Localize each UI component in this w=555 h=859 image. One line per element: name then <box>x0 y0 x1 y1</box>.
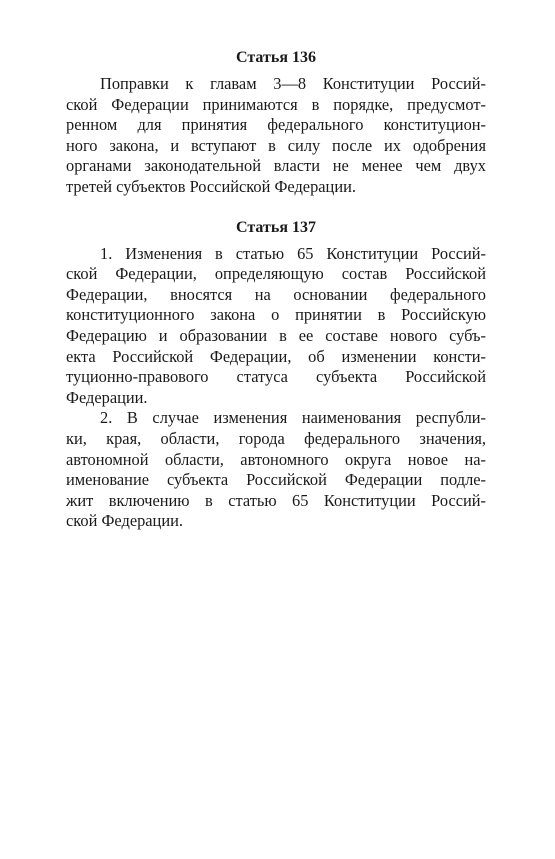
text-line: 2. В случае изменения наименования республи- <box>100 408 486 428</box>
text-line: автономной области, автономного округа новое на- <box>66 449 486 469</box>
article-paragraph <box>66 244 486 409</box>
text-line: третей субъектов Российской Федерации. <box>66 176 356 196</box>
article-137 <box>66 218 486 532</box>
article-136 <box>66 48 486 198</box>
text-line: ской Федерации, определяющую состав Российской <box>66 264 486 284</box>
text-line: Поправки к главам 3—8 Конституции Россий- <box>100 74 486 93</box>
text-line: ской Федерации. <box>66 511 183 531</box>
text-line: туционно-правового статуса субъекта Российской <box>66 367 486 387</box>
text-line: екта Российской Федерации, об изменении консти- <box>66 346 486 366</box>
text-line: ренном для принятия федерального конституцион- <box>66 115 486 135</box>
text-line: ного закона, и вступают в силу после их одобрения <box>66 135 486 155</box>
document-page <box>66 48 486 532</box>
text-line: жит включению в статью 65 Конституции Россий- <box>66 490 486 510</box>
text-line: конституционного закона о принятии в Российскую <box>66 305 486 325</box>
article-title: Статья 136 <box>236 49 316 66</box>
article-paragraph <box>66 74 486 198</box>
text-line: 1. Изменения в статью 65 Конституции Россий- <box>100 243 486 263</box>
article-title: Статья 137 <box>236 218 316 236</box>
text-line: ки, края, области, города федерального значения, <box>66 428 486 448</box>
text-line: органами законодательной власти не менее чем двух <box>66 156 486 176</box>
text-line: ской Федерации принимаются в порядке, предусмот- <box>66 94 486 114</box>
text-line: Федерации. <box>66 387 148 407</box>
text-line: Федерации, вносятся на основании федерального <box>66 284 486 304</box>
text-line: Федерацию и образовании в ее составе нового субъ- <box>66 325 486 345</box>
text-line: именование субъекта Российской Федерации подле- <box>66 470 486 490</box>
article-paragraph <box>66 408 486 532</box>
